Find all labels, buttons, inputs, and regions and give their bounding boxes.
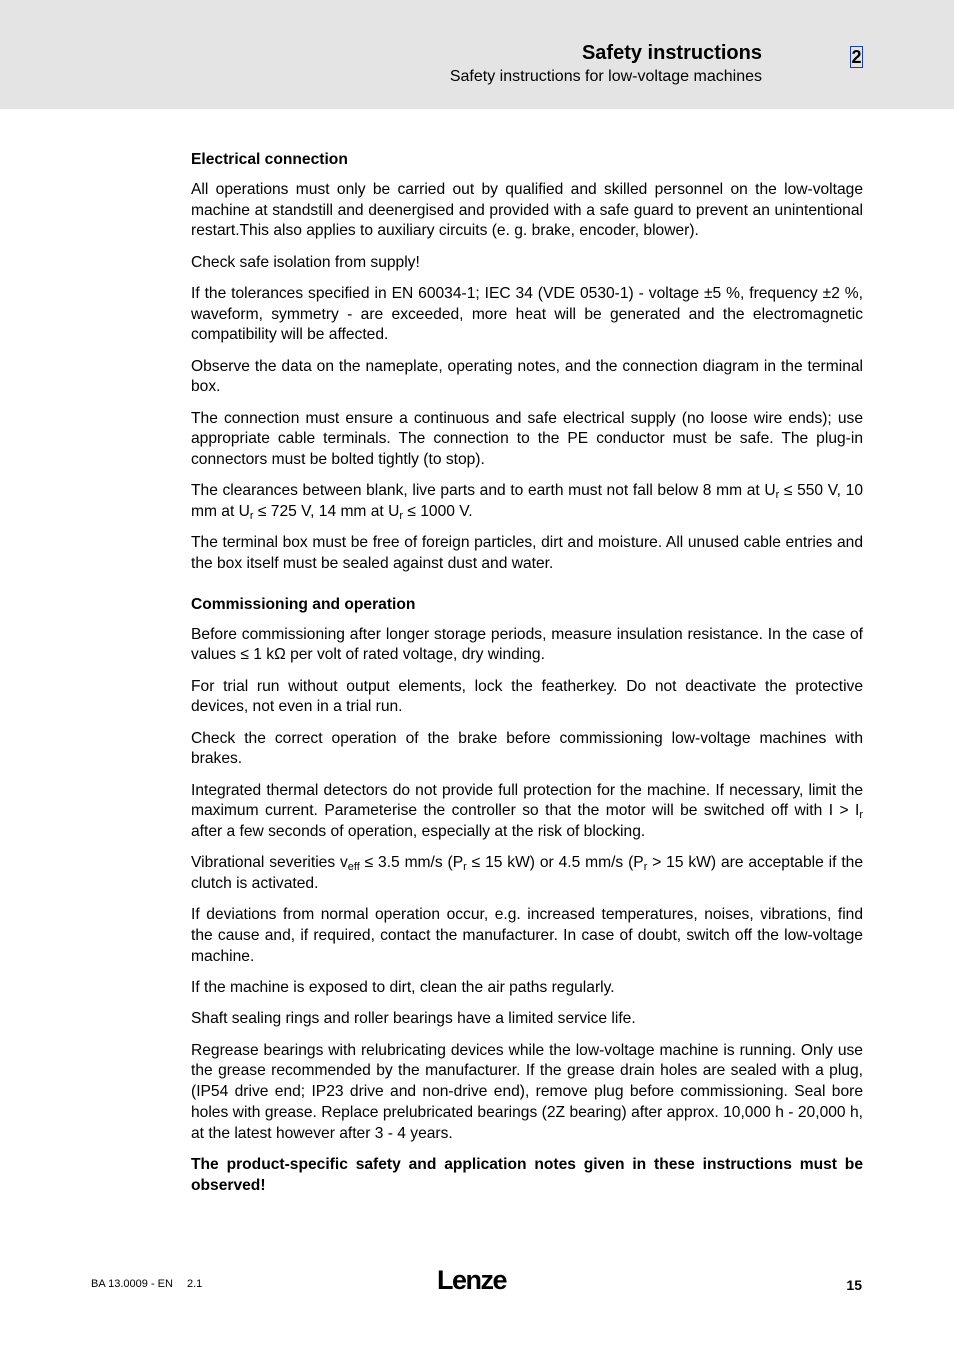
paragraph: Observe the data on the nameplate, operating notes, and the connection diagram in the terminal box. bbox=[191, 357, 863, 396]
paragraph: All operations must only be carried out by qualified and skilled personnel on the low-voltage machine at standstill and deenergised and provided with a safe guard to prevent an unintentional restart.This also applies to auxiliary circuits (e. g. brake, encoder, blower). bbox=[191, 180, 863, 240]
paragraph-thermal-detectors: Integrated thermal detectors do not provide full protection for the machine. If necessary, limit the maximum current. Parameterise the controller so that the motor will be switched off with $I > I_r$ after a few seconds of operation, especially at the risk of blocking. bbox=[191, 781, 863, 841]
chapter-number-link[interactable]: 2 bbox=[851, 47, 862, 67]
chapter-subtitle: Safety instructions for low-voltage machines bbox=[449, 68, 762, 85]
section-heading-electrical-connection: Electrical connection bbox=[191, 151, 348, 168]
footer-doc-info bbox=[91, 1278, 202, 1290]
paragraph-vibration: Vibrational severities $v_{eff} \le 3.5$ mm/s ($P_r \le 15$ kW) or 4.5 mm/s ($P_r > 15$ kW) are acceptable if the clutch is activated. bbox=[191, 854, 863, 893]
paragraph: Before commissioning after longer storage periods, measure insulation resistance. In the case of values ≤ 1 kΩ per volt of rated voltage, dry winding. bbox=[191, 625, 863, 664]
paragraph: For trial run without output elements, lock the featherkey. Do not deactivate the protective devices, not even in a trial run. bbox=[191, 677, 863, 716]
chapter-title: Safety instructions bbox=[581, 42, 762, 64]
paragraph: If deviations from normal operation occur, e.g. increased temperatures, noises, vibrations, find the cause and, if required, contact the manufacturer. In case of doubt, switch off the low-voltage machine. bbox=[191, 906, 863, 965]
page-header bbox=[0, 0, 954, 109]
paragraph: Check the correct operation of the brake before commissioning low-voltage machines with brakes. bbox=[191, 729, 863, 768]
paragraph: If the machine is exposed to dirt, clean the air paths regularly. bbox=[191, 979, 615, 997]
paragraph: The connection must ensure a continuous and safe electrical supply (no loose wire ends); use appropriate cable terminals. The connection to the PE conductor must be safe. The plug-in connectors must be bolted tightly (to stop). bbox=[191, 409, 863, 469]
section-heading-commissioning: Commissioning and operation bbox=[191, 595, 416, 613]
doc-version: 2.1 bbox=[186, 1278, 203, 1290]
main-content bbox=[191, 150, 863, 1207]
doc-id: BA 13.0009 - EN bbox=[91, 1278, 173, 1290]
paragraph: Regrease bearings with relubricating devices while the low-voltage machine is running. Only use the grease recommended by the manufacturer. If the grease drain holes are sealed with a plug, (IP54 drive end; IP23 drive and non-drive end), remove plug before commissioning. Seal bore holes with grease. Replace prelubricated bearings (2Z bearing) after approx. 10,000 h - 20,000 h, at the latest however after 3 - 4 years. bbox=[191, 1041, 863, 1142]
paragraph: If the tolerances specified in EN 60034-1; IEC 34 (VDE 0530-1) - voltage ±5 %, frequency ±2 %, waveform, symmetry - are exceeded, more heat will be generated and the electromagnetic compatibility will be affected. bbox=[191, 284, 863, 344]
paragraph-clearances: The clearances between blank, live parts and to earth must not fall below 8 mm at $U_r \le 550$ V, 10 mm at $U_r \le 725$ V, 14 mm at $U_r \le 1000$ V. bbox=[191, 482, 863, 523]
paragraph: Check safe isolation from supply! bbox=[191, 253, 420, 271]
paragraph-important-note: The product-specific safety and application notes given in these instructions must be observed! bbox=[191, 1155, 863, 1194]
lenze-logo: Lenze bbox=[437, 1265, 507, 1295]
paragraph: The terminal box must be free of foreign particles, dirt and moisture. All unused cable entries and the box itself must be sealed against dust and water. bbox=[191, 534, 863, 573]
paragraph: Shaft sealing rings and roller bearings have a limited service life. bbox=[191, 1010, 636, 1028]
page-number: 15 bbox=[846, 1277, 862, 1293]
